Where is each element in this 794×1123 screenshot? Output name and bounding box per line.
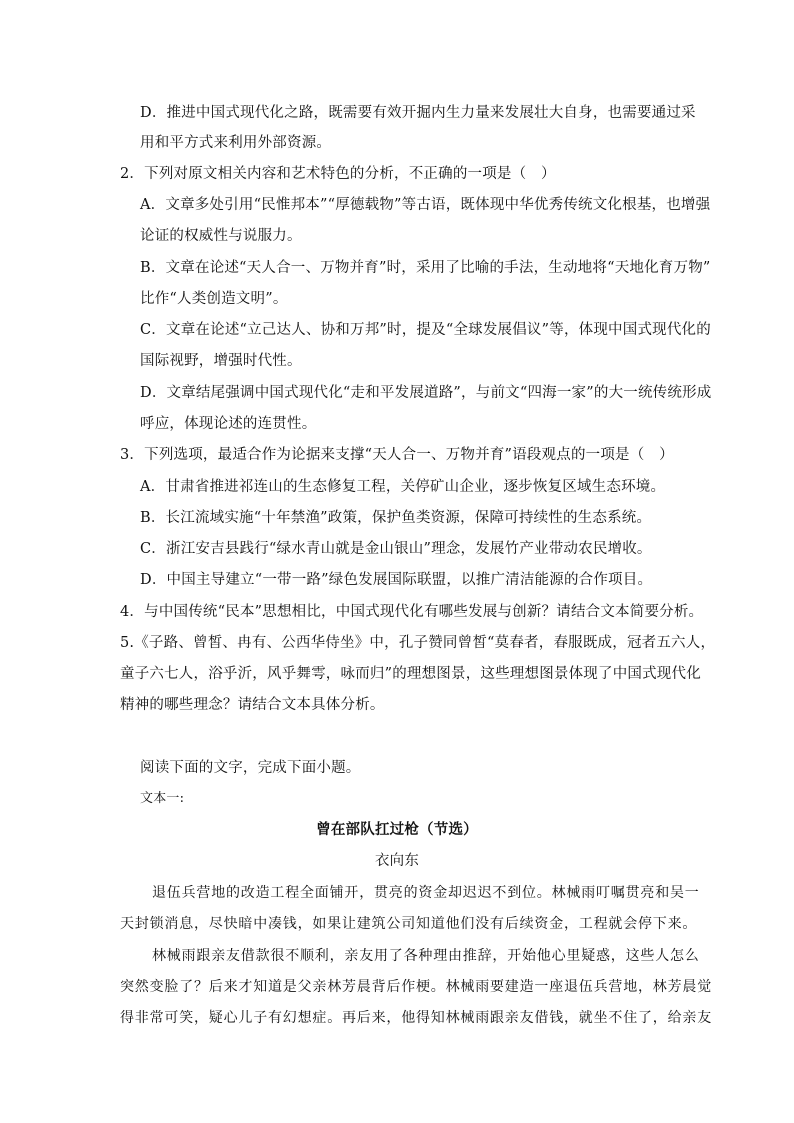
passage-line: 天封锁消息，尽快暗中凑钱，如果让建筑公司知道他们没有后续资金，工程就会停下来。 [120, 916, 698, 932]
passage-line: 林械雨跟亲友借款很不顺利，亲友用了各种理由推辞，开始他心里疑惑，这些人怎么 [152, 948, 700, 964]
q2-option-d-line1: D．文章结尾强调中国式现代化“走和平发展道路”，与前文“四海一家”的大一统传统形成 [140, 385, 712, 401]
q3-option-a: A．甘肃省推进祁连山的生态修复工程，关停矿山企业，逐步恢复区域生态环境。 [140, 479, 666, 495]
q2-option-c-line1: C．文章在论述“立己达人、协和万邦”时，提及“全球发展倡议”等，体现中国式现代化的 [140, 322, 711, 338]
q3-option-b: B．长江流域实施“十年禁渔”政策，保护鱼类资源，保障可持续性的生态系统。 [140, 510, 652, 526]
passage-line: 得非常可笑，疑心儿子有幻想症。再后来，他得知林械雨跟亲友借钱，就坐不住了，给亲友 [120, 1010, 712, 1026]
q2-option-b-line2: 比作“人类创造文明”。 [140, 291, 288, 307]
question-5-line3: 精神的哪些理念？请结合文本具体分析。 [120, 697, 385, 713]
q2-option-b-line1: B．文章在论述“天人合一、万物并育”时，采用了比喻的手法，生动地将“天地化育万物” [140, 260, 711, 276]
q1-option-d-line2: 用和平方式来利用外部资源。 [140, 135, 332, 151]
question-5-line1: 5.《子路、曾皙、冉有、公西华侍坐》中，孔子赞同曾皙“莫春者，春服既成，冠者五六人， [120, 635, 716, 651]
passage-line: 退伍兵营地的改造工程全面铺开，贯亮的资金却迟迟不到位。林械雨叮嘱贯亮和吴一 [152, 885, 700, 901]
q3-option-d: D．中国主导建立“一带一路”绿色发展国际联盟，以推广清洁能源的合作项目。 [140, 572, 653, 588]
q2-option-a-line2: 论证的权威性与说服力。 [140, 228, 302, 244]
question-2-stem: 2．下列对原文相关内容和艺术特色的分析，不正确的一项是（ ） [120, 166, 556, 182]
q2-option-d-line2: 呼应，体现论述的连贯性。 [140, 416, 317, 432]
text-label: 文本一: [140, 791, 185, 806]
question-5-line2: 童子六七人，浴乎沂，风乎舞雩，咏而归”的理想图景，这些理想图景体现了中国式现代化 [120, 666, 701, 682]
q3-option-c: C．浙江安吉县践行“绿水青山就是金山银山”理念，发展竹产业带动农民增收。 [140, 541, 652, 557]
q2-option-a-line1: A．文章多处引用“民惟邦本”“厚德载物”等古语，既体现中华优秀传统文化根基，也增强 [140, 197, 711, 213]
question-4: 4．与中国传统“民本”思想相比，中国式现代化有哪些发展与创新？请结合文本简要分析。 [120, 604, 704, 620]
passage-line: 突然变脸了？后来才知道是父亲林芳晨背后作梗。林械雨要建造一座退伍兵营地，林芳晨觉 [120, 979, 712, 995]
passage-title: 曾在部队扛过枪（节选） [316, 821, 478, 838]
reading-instruction: 阅读下面的文字，完成下面小题。 [140, 760, 361, 776]
question-3-stem: 3．下列选项，最适合作为论据来支撑“天人合一、万物并育”语段观点的一项是（ ） [120, 447, 674, 463]
passage-author: 衣向东 [374, 853, 420, 869]
q1-option-d-line1: D．推进中国式现代化之路，既需要有效开掘内生力量来发展壮大自身，也需要通过采 [140, 105, 696, 121]
q2-option-c-line2: 国际视野，增强时代性。 [140, 353, 302, 369]
